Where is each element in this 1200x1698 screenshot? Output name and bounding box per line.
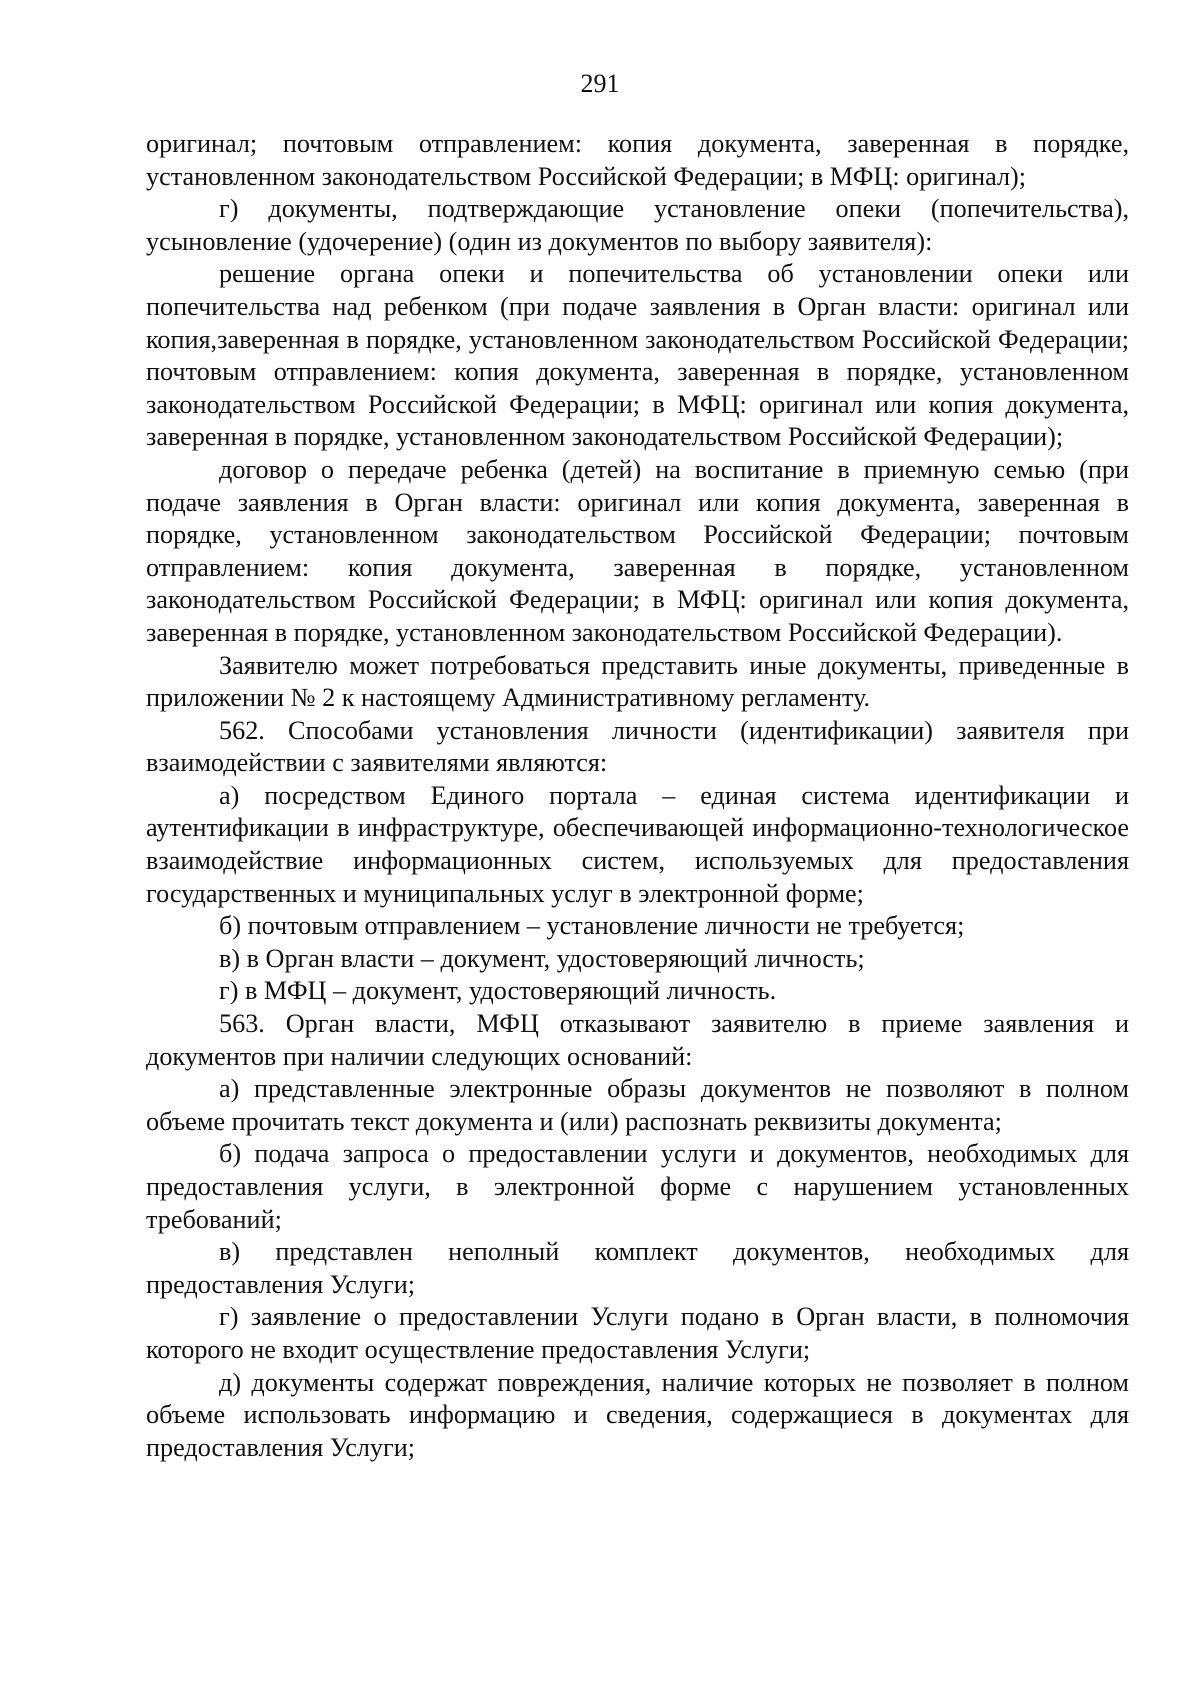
paragraph-563-a: а) представленные электронные образы документов не позволяют в полном объеме прочитать текст документа и (или) распознать реквизиты документа;: [146, 1074, 1129, 1136]
paragraph-562-g: г) в МФЦ – документ, удостоверяющий личность.: [219, 976, 777, 1006]
paragraph-foster-agreement: договор о передаче ребенка (детей) на воспитание в приемную семью (при подаче заявления в Орган власти: оригинал или копия документа, заверенная в порядке, установленном законодательством Российской Федерации; почтовым отправлением: копия документа, заверенная в порядке, установленном законодательством Российской Федерации; в МФЦ: оригинал или копия документа, заверенная в порядке, установленном законодательством Российской Федерации).: [146, 454, 1129, 647]
paragraph-562-v: в) в Орган власти – документ, удостоверяющий личность;: [219, 943, 865, 973]
paragraph-other-documents: Заявителю может потребоваться представить иные документы, приведенные в приложении № 2 к настоящему Административному регламенту.: [146, 650, 1129, 713]
page-number: 291: [580, 69, 620, 98]
paragraph-562-b: б) почтовым отправлением – установление личности не требуется;: [219, 911, 965, 941]
paragraph-continuation: оригинал; почтовым отправлением: копия документа, заверенная в порядке, установленном законодательством Российской Федерации; в МФЦ: оригинал);: [146, 129, 1129, 191]
paragraph-item-g-guardianship: г) документы, подтверждающие установление опеки (попечительства), усыновление (удочерение) (один из документов по выбору заявителя):: [146, 194, 1129, 256]
paragraph-562: 562. Способами установления личности (идентификации) заявителя при взаимодействии с заявителями являются:: [146, 715, 1129, 778]
paragraph-563-v: в) представлен неполный комплект документов, необходимых для предоставления Услуги;: [146, 1237, 1129, 1299]
document-body: [146, 128, 1129, 1464]
paragraph-563-g: г) заявление о предоставлении Услуги подано в Орган власти, в полномочия которого не входит осуществление предоставления Услуги;: [146, 1302, 1129, 1364]
paragraph-563-d: д) документы содержат повреждения, наличие которых не позволяет в полном объеме использовать информацию и сведения, содержащиеся в документах для предоставления Услуги;: [146, 1367, 1129, 1462]
paragraph-563: 563. Орган власти, МФЦ отказывают заявителю в приеме заявления и документов при наличии следующих оснований:: [146, 1009, 1129, 1071]
paragraph-guardianship-decision: решение органа опеки и попечительства об установлении опеки или попечительства над ребенком (при подаче заявления в Орган власти: оригинал или копия,заверенная в порядке, установленном законодательством Российской Федерации; почтовым отправлением: копия документа, заверенная в порядке, установленном законодательством Российской Федерации; в МФЦ: оригинал или копия документа, заверенная в порядке, установленном законодательством Российской Федерации);: [146, 259, 1129, 452]
paragraph-562-a: а) посредством Единого портала – единая система идентификации и аутентификации в инфраструктуре, обеспечивающей информационно-технологическое взаимодействие информационных систем, используемых для предоставления государственных и муниципальных услуг в электронной форме;: [146, 780, 1129, 908]
paragraph-563-b: б) подача запроса о предоставлении услуги и документов, необходимых для предоставления услуги, в электронной форме с нарушением установленных требований;: [146, 1139, 1129, 1234]
